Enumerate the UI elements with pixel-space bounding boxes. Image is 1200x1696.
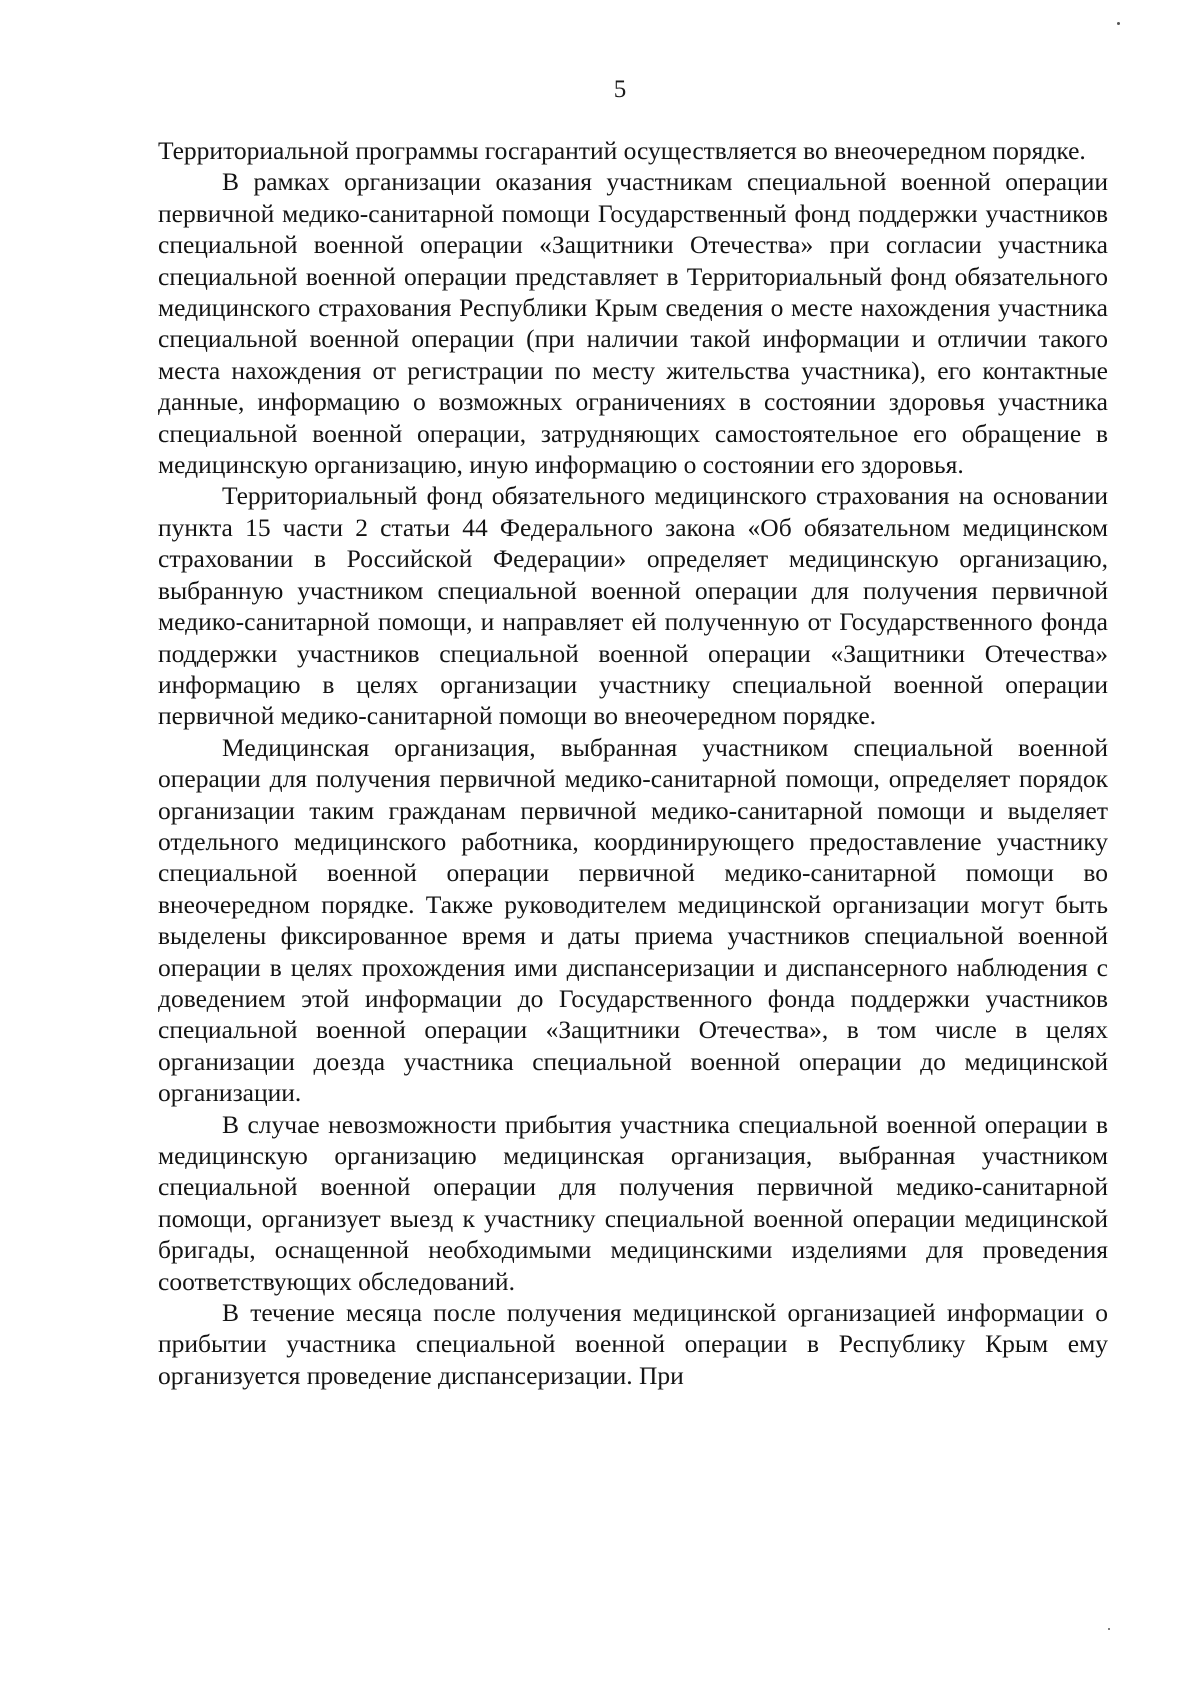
document-body xyxy=(158,135,1108,1391)
page-number: 5 xyxy=(613,76,627,103)
scan-speck xyxy=(1117,22,1120,25)
paragraph-medical-organization: Медицинская организация, выбранная участником специальной военной операции для получения первичной медико-санитарной помощи, определяет порядок организации таким гражданам первичной медико-санитарной помощи и выделяет отдельного медицинского работника, координирующего предоставление участнику специальной военной операции первичной медико-санитарной помощи во внеочередном порядке. Также руководителем медицинской организации могут быть выделены фиксированное время и даты приема участников специальной военной операции в целях прохождения ими диспансеризации и диспансерного наблюдения с доведением этой информации до Государственного фонда поддержки участников специальной военной операции «Защитники Отечества», в том числе в целях организации доезда участника специальной военной операции до медицинской организации. xyxy=(158,732,1108,1108)
paragraph-dispensary: В течение месяца после получения медицинской организацией информации о прибытии участника специальной военной операции в Республику Крым ему организуется проведение диспансеризации. При xyxy=(158,1298,1108,1390)
scan-speck xyxy=(1108,1628,1110,1630)
paragraph-home-visit: В случае невозможности прибытия участника специальной военной операции в медицинскую организацию медицинская организация, выбранная участником специальной военной операции для получения первичной медико-санитарной помощи, организует выезд к участнику специальной военной операции медицинской бригады, оснащенной необходимыми медицинскими изделиями для проведения соответствующих обследований. xyxy=(158,1109,1108,1296)
paragraph-continuation: Территориальной программы госгарантий осуществляется во внеочередном порядке. xyxy=(158,136,1086,165)
paragraph-territorial-fund: Территориальный фонд обязательного медицинского страхования на основании пункта 15 части 2 статьи 44 Федерального закона «Об обязательном медицинском страховании в Российской Федерации» определяет медицинскую организацию, выбранную участником специальной военной операции для получения первичной медико-санитарной помощи, и направляет ей полученную от Государственного фонда поддержки участников специальной военной операции «Защитники Отечества» информацию в целях организации участнику специальной военной операции первичной медико-санитарной помощи во внеочередном порядке. xyxy=(158,481,1108,731)
paragraph-fund-information: В рамках организации оказания участникам специальной военной операции первичной медико-санитарной помощи Государственный фонд поддержки участников специальной военной операции «Защитники Отечества» при согласии участника специальной военной операции представляет в Территориальный фонд обязательного медицинского страхования Республики Крым сведения о месте нахождения участника специальной военной операции (при наличии такой информации и отличии такого места нахождения от регистрации по месту жительства участника), его контактные данные, информацию о возможных ограничениях в состоянии здоровья участника специальной военной операции, затрудняющих самостоятельное его обращение в медицинскую организацию, иную информацию о состоянии его здоровья. xyxy=(158,167,1108,480)
